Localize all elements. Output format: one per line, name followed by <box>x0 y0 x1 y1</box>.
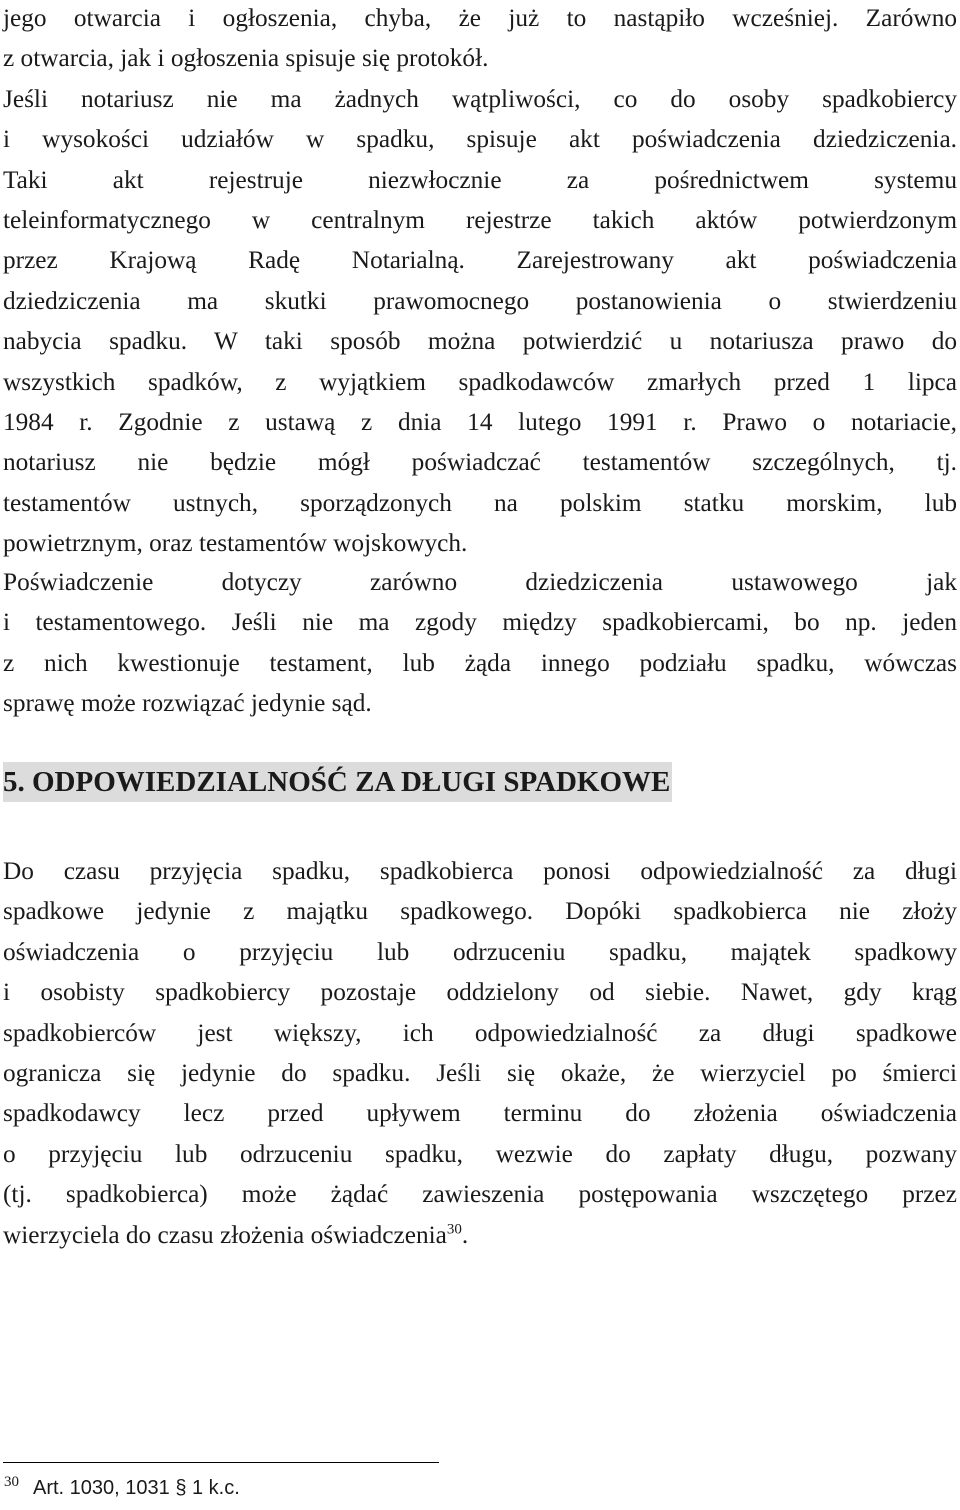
text-line: o przyjęciu lub odrzuceniu spadku, wezwie do zapłaty długu, pozwany <box>3 1139 957 1168</box>
text-line: dziedziczenia ma skutki prawomocnego postanowienia o stwierdzeniu <box>3 286 957 315</box>
sentence-end: . <box>461 1220 469 1249</box>
text-line: z nich kwestionuje testament, lub żąda innego podziału spadku, wówczas <box>3 648 957 677</box>
footnote-separator <box>3 1462 439 1463</box>
text-line: teleinformatycznego w centralnym rejestrze takich aktów potwierdzonym <box>3 206 957 235</box>
text-line: Do czasu przyjęcia spadku, spadkobierca ponosi odpowiedzialność za długi <box>3 857 957 885</box>
text-line-content: wierzyciela do czasu złożenia oświadczenia <box>3 1220 447 1249</box>
text-line: notariusz nie będzie mógł poświadczać testamentów szczególnych, tj. <box>3 448 957 477</box>
text-line: Jeśli notariusz nie ma żadnych wątpliwości, co do osoby spadkobiercy <box>3 84 957 113</box>
paragraph-debt-liability <box>3 851 957 1255</box>
footnote-reference[interactable]: 30 <box>446 1221 462 1238</box>
text-line: powietrznym, oraz testamentów wojskowych. <box>3 529 468 558</box>
text-line-with-footnote <box>3 1215 957 1255</box>
paragraph-certification-scope <box>3 562 957 724</box>
text-line: spadkobierców jest większy, ich odpowiedzialność za długi spadkowe <box>3 1018 957 1047</box>
text-line: nabycia spadku. W taki sposób można potwierdzić u notariusza prawo do <box>3 327 957 356</box>
footnote-text: Art. 1030, 1031 § 1 k.c. <box>33 1477 240 1499</box>
footnote <box>4 1473 240 1503</box>
text-line: z otwarcia, jak i ogłoszenia spisuje się protokół. <box>3 44 489 73</box>
footnote-number: 30 <box>4 1474 19 1490</box>
text-line: jego otwarcia i ogłoszenia, chyba, że już to nastąpiło wcześniej. Zarówno <box>3 4 957 32</box>
text-line: i wysokości udziałów w spadku, spisuje akt poświadczenia dziedziczenia. <box>3 125 957 154</box>
text-line: wszystkich spadków, z wyjątkiem spadkodawców zmarłych przed 1 lipca <box>3 367 957 396</box>
text-line: 1984 r. Zgodnie z ustawą z dnia 14 lutego 1991 r. Prawo o notariacie, <box>3 408 957 437</box>
text-line: przez Krajową Radę Notarialną. Zarejestrowany akt poświadczenia <box>3 246 957 275</box>
text-line: i osobisty spadkobiercy pozostaje oddzielony od siebie. Nawet, gdy krąg <box>3 978 957 1007</box>
text-line: spadkowe jedynie z majątku spadkowego. Dopóki spadkobierca nie złoży <box>3 897 957 926</box>
text-line: oświadczenia o przyjęciu lub odrzuceniu spadku, majątek spadkowy <box>3 937 957 966</box>
text-line: Taki akt rejestruje niezwłocznie za pośrednictwem systemu <box>3 165 957 194</box>
text-line: ogranicza się jedynie do spadku. Jeśli się okaże, że wierzyciel po śmierci <box>3 1059 957 1088</box>
text-line: i testamentowego. Jeśli nie ma zgody między spadkobiercami, bo np. jeden <box>3 608 957 637</box>
text-line: testamentów ustnych, sporządzonych na polskim statku morskim, lub <box>3 488 957 517</box>
text-line: sprawę może rozwiązać jedynie sąd. <box>3 689 372 718</box>
text-line: spadkodawcy lecz przed upływem terminu do złożenia oświadczenia <box>3 1099 957 1128</box>
section-heading: 5. ODPOWIEDZIALNOŚĆ ZA DŁUGI SPADKOWE <box>3 762 672 802</box>
paragraph-inheritance-certificate <box>3 0 957 564</box>
text-line: Poświadczenie dotyczy zarówno dziedziczenia ustawowego jak <box>3 568 957 596</box>
text-line: (tj. spadkobierca) może żądać zawieszenia postępowania wszczętego przez <box>3 1180 957 1209</box>
